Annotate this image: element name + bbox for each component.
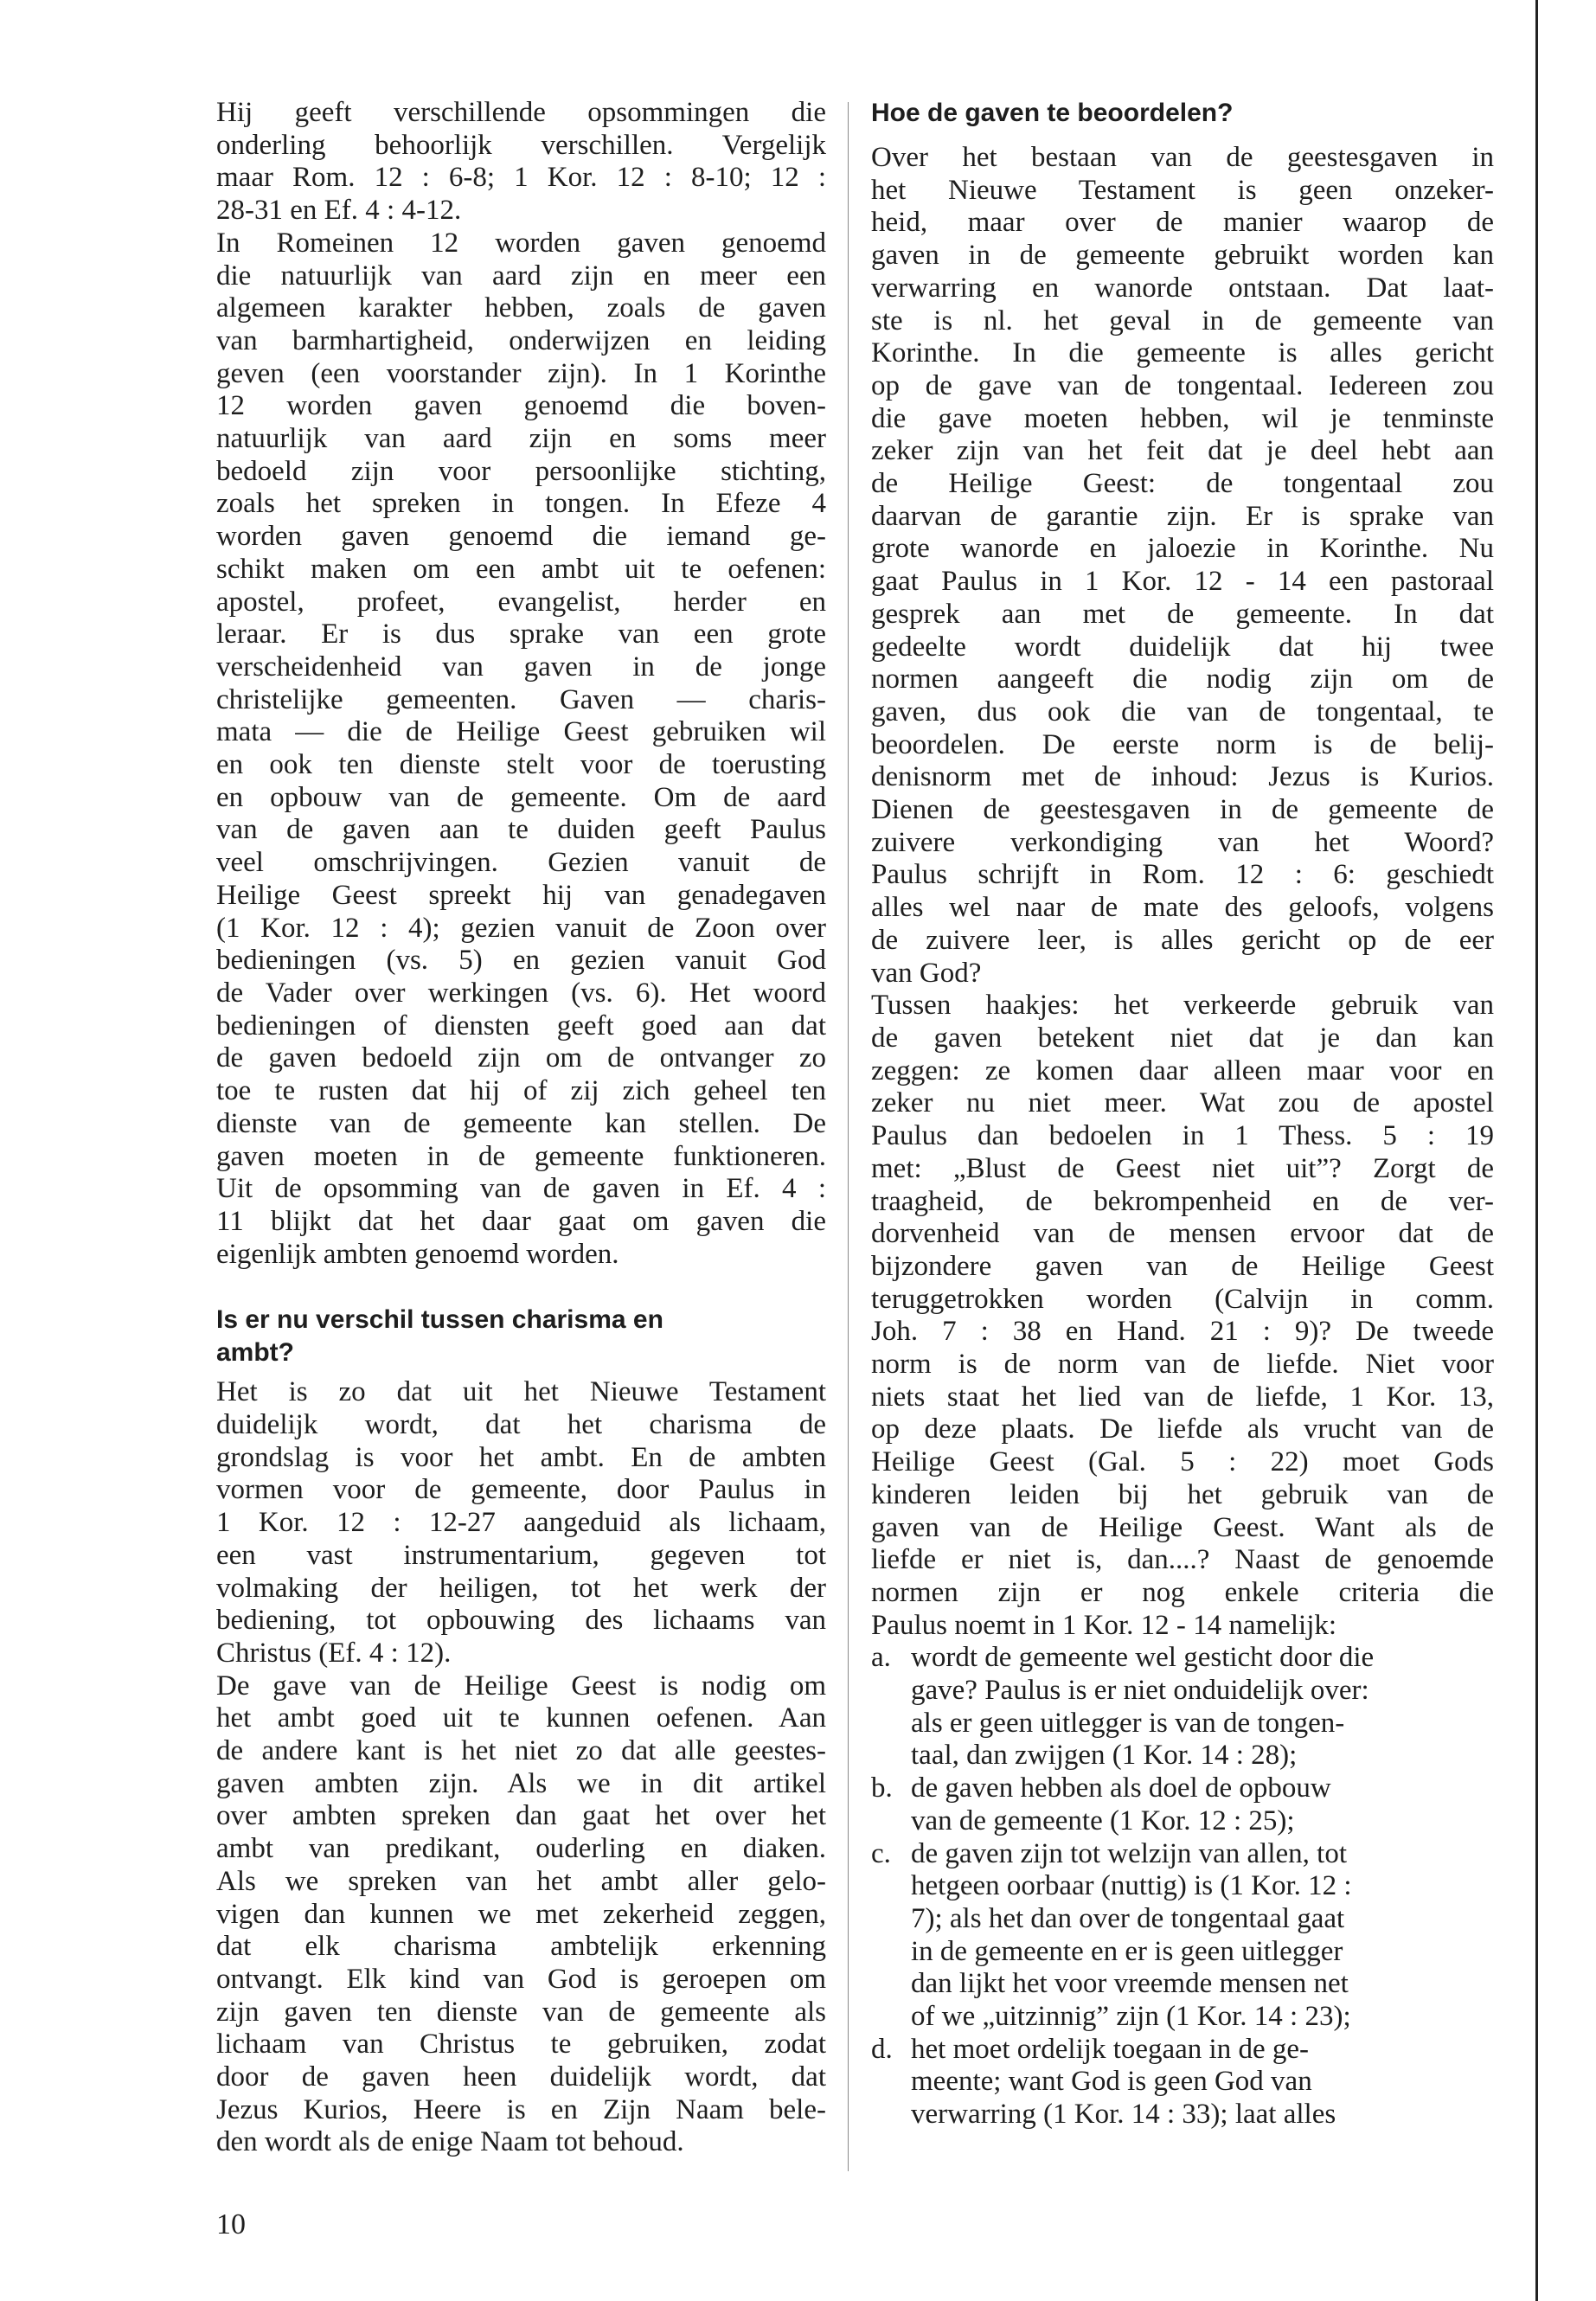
text-line: de Vader over werkingen (vs. 6). Het woord xyxy=(216,977,826,1009)
text-line: bediening, tot opbouwing des lichaams van xyxy=(216,1605,826,1637)
text-line: lichaam van Christus te gebruiken, zodat xyxy=(216,2029,826,2061)
text-line: verwarring (1 Kor. 14 : 33); laat alles xyxy=(911,2099,1336,2131)
text-line: christelijke gemeenten. Gaven — charis- xyxy=(216,683,826,715)
left-para-1 xyxy=(216,97,826,228)
text-line: gesprek aan met de gemeente. In dat xyxy=(871,598,1494,630)
text-line: Tussen haakjes: het verkeerde gebruik van xyxy=(871,990,1494,1022)
text-line: beoordelen. De eerste norm is de belij- xyxy=(871,728,1494,760)
text-line: de zuivere leer, is alles gericht op de eer xyxy=(871,924,1494,956)
text-line: maar Rom. 12 : 6-8; 1 Kor. 12 : 8-10; 12 : xyxy=(216,162,826,194)
text-line: 7); als het dan over de tongentaal gaat xyxy=(911,1902,1345,1934)
text-line: normen aangeeft die nodig zijn om de xyxy=(871,663,1494,695)
text-line: norm is de norm van de liefde. Niet voor xyxy=(871,1349,1494,1381)
text-line: traagheid, de bekrompenheid en de ver- xyxy=(871,1185,1494,1217)
text-line: algemeen karakter hebben, zoals de gaven xyxy=(216,292,826,324)
text-line: normen zijn er nog enkele criteria die xyxy=(871,1576,1494,1608)
text-line: Dienen de geestesgaven in de gemeente de xyxy=(871,794,1494,826)
text-line: zeggen: ze komen daar alleen maar voor en xyxy=(871,1054,1494,1086)
text-line: Paulus schrijft in Rom. 12 : 6: geschiedt xyxy=(871,859,1494,891)
left-para-3 xyxy=(216,1376,826,1670)
text-line: van de gemeente (1 Kor. 12 : 25); xyxy=(911,1804,1295,1836)
text-line: daarvan de garantie zijn. Er is sprake van xyxy=(871,500,1494,532)
heading-line: Is er nu verschil tussen charisma en xyxy=(216,1305,663,1335)
text-line: bedieningen of diensten geeft goed aan dat xyxy=(216,1009,826,1042)
text-line: gaven ambten zijn. Als we in dit artikel xyxy=(216,1767,826,1799)
text-line: meente; want God is geen God van xyxy=(911,2066,1312,2098)
text-line: gaven in de gemeente gebruikt worden kan xyxy=(871,240,1494,272)
column-divider xyxy=(848,102,849,2171)
heading-line: ambt? xyxy=(216,1338,294,1368)
text-line: die natuurlijk van aard zijn en meer een xyxy=(216,260,826,292)
text-line: dienste van de gemeente kan stellen. De xyxy=(216,1107,826,1139)
text-line: een vast instrumentarium, gegeven tot xyxy=(216,1539,826,1571)
text-line: bijzondere gaven van de Heilige Geest xyxy=(871,1250,1494,1282)
text-line: Korinthe. In die gemeente is alles gericht xyxy=(871,337,1494,369)
text-line: en ook ten dienste stelt voor de toerusting xyxy=(216,749,826,781)
text-line: vormen voor de gemeente, door Paulus in xyxy=(216,1474,826,1506)
text-line: grondslag is voor het ambt. En de ambten xyxy=(216,1441,826,1473)
text-line: als er geen uitlegger is van de tongen- xyxy=(911,1707,1345,1739)
text-line: Heilige Geest spreekt hij van genadegaven xyxy=(216,879,826,911)
right-para-2 xyxy=(871,990,1494,1642)
text-line: veel omschrijvingen. Gezien vanuit de xyxy=(216,847,826,879)
text-line: toe te rusten dat hij of zij zich geheel ten xyxy=(216,1075,826,1107)
text-line: zeker nu niet meer. Wat zou de apostel xyxy=(871,1087,1494,1119)
text-line: in de gemeente en er is geen uitlegger xyxy=(911,1935,1343,1967)
text-line: op deze plaats. De liefde als vrucht van de xyxy=(871,1413,1494,1445)
text-line: denisnorm met de inhoud: Jezus is Kurios. xyxy=(871,761,1494,793)
text-line: gaat Paulus in 1 Kor. 12 - 14 een pastoraal xyxy=(871,566,1494,598)
text-line: ambt van predikant, ouderling en diaken. xyxy=(216,1833,826,1865)
list-item xyxy=(871,1772,1494,1837)
section-heading-beoordelen: Hoe de gaven te beoordelen? xyxy=(871,99,1234,127)
text-line: de andere kant is het niet zo dat alle geestes- xyxy=(216,1735,826,1767)
text-line: worden gaven genoemd die iemand ge- xyxy=(216,521,826,553)
text-line: bedieningen (vs. 5) en gezien vanuit God xyxy=(216,945,826,977)
text-line: de gaven bedoeld zijn om de ontvanger zo xyxy=(216,1042,826,1074)
text-line: 12 worden gaven genoemd die boven- xyxy=(216,390,826,422)
list-marker: b. xyxy=(871,1772,893,1804)
text-line: dorvenheid van de mensen ervoor dat de xyxy=(871,1218,1494,1250)
text-line: dat elk charisma ambtelijk erkenning xyxy=(216,1931,826,1963)
text-line: wordt de gemeente wel gesticht door die xyxy=(911,1642,1375,1674)
text-line: niets staat het lied van de liefde, 1 Kor. 13, xyxy=(871,1381,1494,1413)
text-line: 1 Kor. 12 : 12-27 aangeduid als lichaam, xyxy=(216,1507,826,1539)
text-line: Christus (Ef. 4 : 12). xyxy=(216,1637,452,1669)
text-line: liefde er niet is, dan....? Naast de genoemde xyxy=(871,1544,1494,1576)
text-line: de gaven betekent niet dat je dan kan xyxy=(871,1022,1494,1054)
text-line: Over het bestaan van de geestesgaven in xyxy=(871,142,1494,173)
text-line: die gave moeten hebben, wil je tenminste xyxy=(871,402,1494,434)
text-line: op de gave van de tongentaal. Iedereen zou xyxy=(871,369,1494,401)
text-line: verscheidenheid van gaven in de jonge xyxy=(216,651,826,683)
text-line: den wordt als de enige Naam tot behoud. xyxy=(216,2126,684,2158)
text-line: grote wanorde en jaloezie in Korinthe. Nu xyxy=(871,533,1494,565)
text-line: taal, dan zwijgen (1 Kor. 14 : 28); xyxy=(911,1740,1298,1772)
text-line: natuurlijk van aard zijn en soms meer xyxy=(216,423,826,455)
text-line: en opbouw van de gemeente. Om de aard xyxy=(216,781,826,813)
text-line: dan lijkt het voor vreemde mensen net xyxy=(911,1968,1349,2000)
text-line: 11 blijkt dat het daar gaat om gaven die xyxy=(216,1205,826,1237)
list-item xyxy=(871,1838,1494,2034)
text-line: bedoeld zijn voor persoonlijke stichting, xyxy=(216,455,826,487)
text-line: zuivere verkondiging van het Woord? xyxy=(871,826,1494,858)
page-number: 10 xyxy=(216,2208,246,2240)
text-line: gaven van de Heilige Geest. Want als de xyxy=(871,1511,1494,1543)
text-line: hetgeen oorbaar (nuttig) is (1 Kor. 12 : xyxy=(911,1870,1352,1902)
text-line: gave? Paulus is er niet onduidelijk over: xyxy=(911,1675,1369,1707)
text-line: In Romeinen 12 worden gaven genoemd xyxy=(216,227,826,259)
text-line: schikt maken om een ambt uit te oefenen: xyxy=(216,553,826,585)
text-line: Het is zo dat uit het Nieuwe Testament xyxy=(216,1376,826,1408)
text-line: het moet ordelijk toegaan in de ge- xyxy=(911,2033,1310,2065)
text-line: vigen dan kunnen we met zekerheid zeggen, xyxy=(216,1898,826,1930)
text-line: De gave van de Heilige Geest is nodig om xyxy=(216,1670,826,1702)
text-line: over ambten spreken dan gaat het over het xyxy=(216,1800,826,1832)
text-line: onderling behoorlijk verschillen. Vergelijk xyxy=(216,129,826,161)
section-heading-charisma-ambt xyxy=(216,1304,826,1369)
text-line: zoals het spreken in tongen. In Efeze 4 xyxy=(216,488,826,520)
text-line: 28-31 en Ef. 4 : 4-12. xyxy=(216,195,462,227)
text-line: Paulus noemt in 1 Kor. 12 - 14 namelijk: xyxy=(871,1609,1337,1641)
text-line: duidelijk wordt, dat het charisma de xyxy=(216,1409,826,1441)
text-line: volmaking der heiligen, tot het werk der xyxy=(216,1572,826,1604)
text-line: de gaven hebben als doel de opbouw xyxy=(911,1772,1331,1804)
text-line: ste is nl. het geval in de gemeente van xyxy=(871,304,1494,336)
list-item xyxy=(871,2034,1494,2131)
right-para-1 xyxy=(871,142,1494,990)
list-marker: d. xyxy=(871,2033,893,2065)
list-marker: c. xyxy=(871,1837,891,1869)
text-line: het Nieuwe Testament is geen onzeker- xyxy=(871,174,1494,206)
text-line: Heilige Geest (Gal. 5 : 22) moet Gods xyxy=(871,1446,1494,1478)
left-column xyxy=(216,97,826,2159)
text-line: zeker zijn van het feit dat je deel hebt aan xyxy=(871,435,1494,467)
text-line: door de gaven heen duidelijk wordt, dat xyxy=(216,2061,826,2093)
criteria-list xyxy=(871,1642,1494,2131)
list-item xyxy=(871,1642,1494,1772)
list-marker: a. xyxy=(871,1642,891,1674)
text-line: Paulus dan bedoelen in 1 Thess. 5 : 19 xyxy=(871,1120,1494,1152)
right-edge-rule xyxy=(1535,0,1538,2301)
text-line: eigenlijk ambten genoemd worden. xyxy=(216,1238,619,1270)
text-line: kinderen leiden bij het gebruik van de xyxy=(871,1478,1494,1510)
text-line: Uit de opsomming van de gaven in Ef. 4 : xyxy=(216,1173,826,1205)
text-line: van barmhartigheid, onderwijzen en leiding xyxy=(216,324,826,356)
text-line: teruggetrokken worden (Calvijn in comm. xyxy=(871,1283,1494,1315)
text-line: zijn gaven ten dienste van de gemeente als xyxy=(216,1996,826,2028)
text-line: Joh. 7 : 38 en Hand. 21 : 9)? De tweede xyxy=(871,1316,1494,1348)
text-line: gaven, dus ook die van de tongentaal, te xyxy=(871,695,1494,727)
text-line: geven (een voorstander zijn). In 1 Korinthe xyxy=(216,357,826,389)
text-line: Jezus Kurios, Heere is en Zijn Naam bele- xyxy=(216,2093,826,2125)
text-line: mata — die de Heilige Geest gebruiken wil xyxy=(216,716,826,748)
text-line: gaven moeten in de gemeente funktioneren. xyxy=(216,1140,826,1172)
text-line: de Heilige Geest: de tongentaal zou xyxy=(871,468,1494,500)
text-line: Als we spreken van het ambt aller gelo- xyxy=(216,1865,826,1897)
text-line: leraar. Er is dus sprake van een grote xyxy=(216,619,826,651)
text-line: Hij geeft verschillende opsommingen die xyxy=(216,97,826,128)
text-line: heid, maar over de manier waarop de xyxy=(871,207,1494,239)
text-line: het ambt goed uit te kunnen oefenen. Aan xyxy=(216,1702,826,1734)
text-line: of we „uitzinnig” zijn (1 Kor. 14 : 23); xyxy=(911,2001,1351,2033)
text-line: van God? xyxy=(871,957,982,989)
right-column xyxy=(871,97,1494,2131)
left-para-4 xyxy=(216,1670,826,2160)
text-line: de gaven zijn tot welzijn van allen, tot xyxy=(911,1837,1348,1869)
text-line: ontvangt. Elk kind van God is geroepen om xyxy=(216,1963,826,1995)
text-line: van de gaven aan te duiden geeft Paulus xyxy=(216,814,826,846)
left-para-2 xyxy=(216,228,826,1272)
text-line: verwarring en wanorde ontstaan. Dat laat- xyxy=(871,272,1494,304)
text-line: (1 Kor. 12 : 4); gezien vanuit de Zoon over xyxy=(216,912,826,944)
text-line: alles wel naar de mate des geloofs, volgens xyxy=(871,892,1494,924)
text-line: gedeelte wordt duidelijk dat hij twee xyxy=(871,631,1494,663)
text-line: met: „Blust de Geest niet uit”? Zorgt de xyxy=(871,1152,1494,1184)
text-line: apostel, profeet, evangelist, herder en xyxy=(216,586,826,618)
